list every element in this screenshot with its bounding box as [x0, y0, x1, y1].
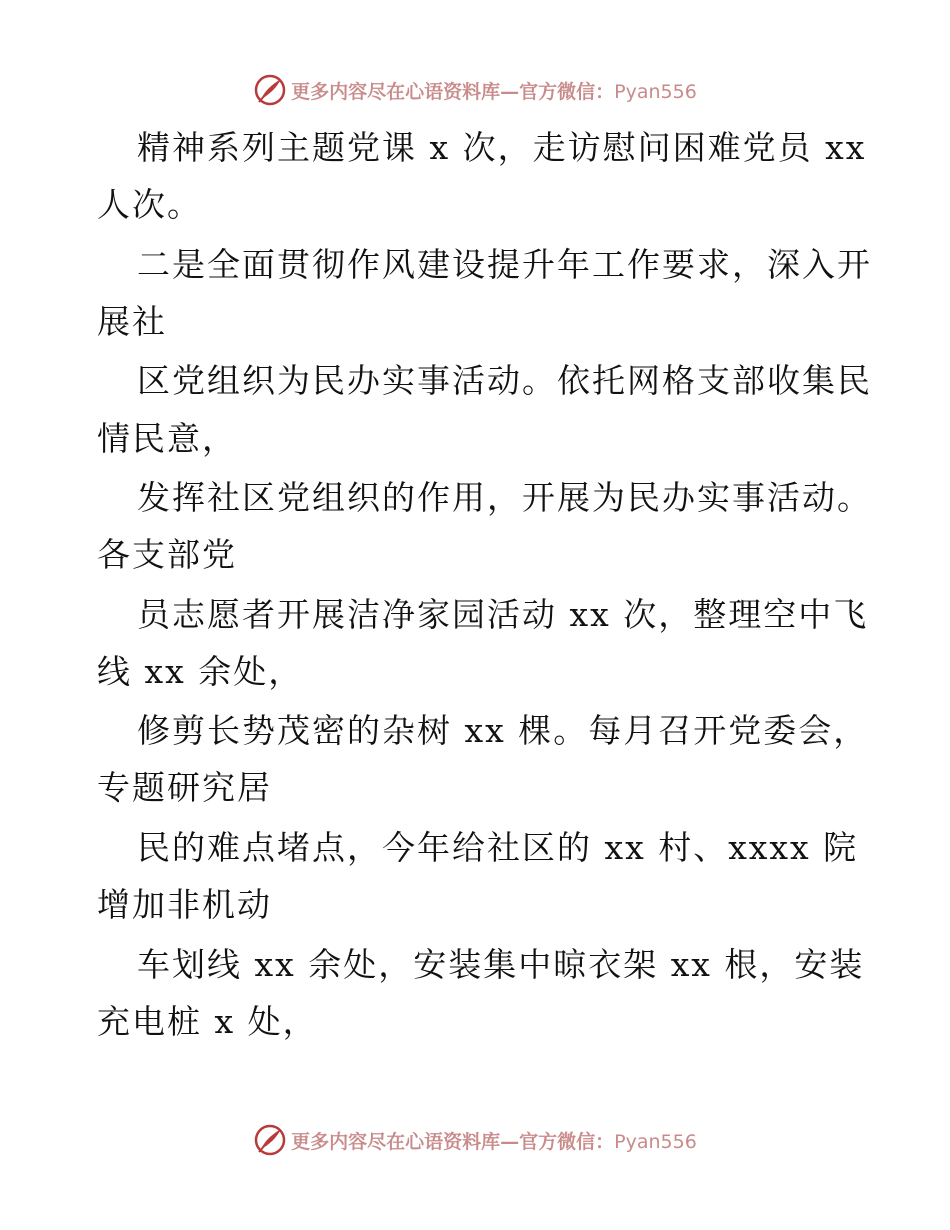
- paragraph-line: 二是全面贯彻作风建设提升年工作要求，深入开: [137, 245, 872, 284]
- paragraph-line: 线 xx 余处，: [97, 652, 304, 691]
- paragraph-line: 人次。: [97, 185, 202, 224]
- paragraph-line: 各支部党: [97, 535, 237, 574]
- watermark-text: [291, 1127, 697, 1154]
- quill-pen-logo-icon: [253, 1123, 287, 1157]
- paragraph-line: 增加非机动: [97, 885, 272, 924]
- watermark-wechat-id: Pyan556: [614, 80, 697, 103]
- paragraph-line: 发挥社区党组织的作用，开展为民办实事活动。: [137, 478, 872, 517]
- footer-watermark: [0, 1120, 950, 1160]
- paragraph-line: 区党组织为民办实事活动。依托网格支部收集民: [137, 361, 872, 400]
- paragraph-line: 情民意，: [97, 419, 237, 458]
- paragraph-line: 员志愿者开展洁净家园活动 xx 次，整理空中飞: [137, 595, 869, 634]
- paragraph-line: 车划线 xx 余处，安装集中晾衣架 xx 根，安装: [137, 945, 865, 984]
- paragraph-line: 精神系列主题党课 x 次，走访慰问困难党员 xx: [137, 128, 867, 167]
- paragraph-line: 修剪长势茂密的杂树 xx 棵。每月召开党委会，: [137, 711, 869, 750]
- watermark-wechat-id: Pyan556: [614, 1130, 697, 1153]
- paragraph-line: 充电桩 x 处，: [97, 1002, 318, 1041]
- paragraph-line: 专题研究居: [97, 768, 272, 807]
- watermark-label: 更多内容尽在心语资料库—官方微信：: [291, 80, 615, 103]
- paragraph-line: 展社: [97, 302, 167, 341]
- paragraph-line: 民的难点堵点，今年给社区的 xx 村、xxxx 院: [137, 828, 859, 867]
- watermark-label: 更多内容尽在心语资料库—官方微信：: [291, 1130, 615, 1153]
